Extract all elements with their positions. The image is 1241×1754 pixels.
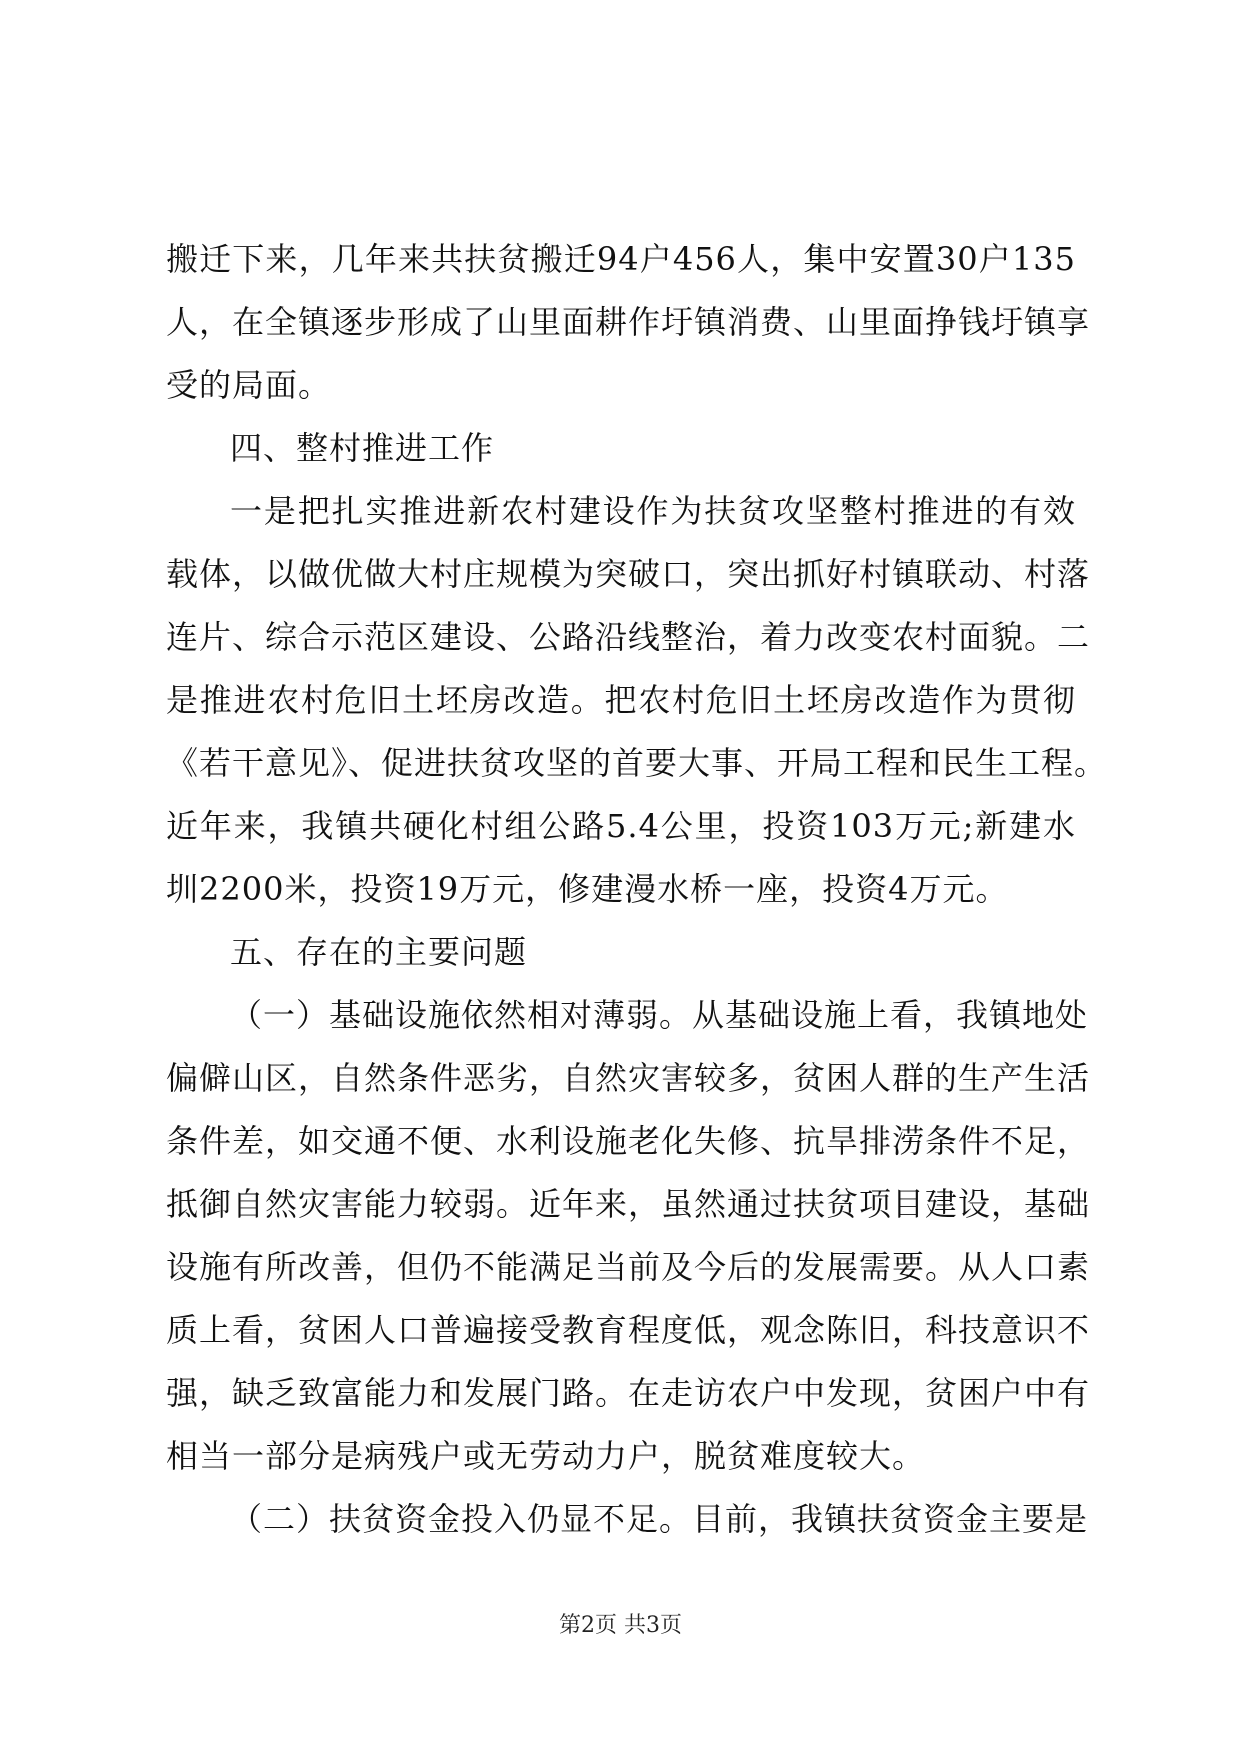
body-line: 一是把扎实推进新农村建设作为扶贫攻坚整村推进的有效 (230, 492, 1076, 530)
body-line: 相当一部分是病残户或无劳动力户，脱贫难度较大。 (166, 1437, 926, 1475)
body-line: （一）基础设施依然相对薄弱。从基础设施上看，我镇地处 (230, 996, 1089, 1034)
body-line: 强，缺乏致富能力和发展门路。在走访农户中发现，贫困户中有 (166, 1374, 1091, 1412)
body-line: 偏僻山区，自然条件恶劣，自然灾害较多，贫困人群的生产生活 (166, 1059, 1091, 1097)
body-line: 近年来，我镇共硬化村组公路5.4公里，投资103万元;新建水 (166, 807, 1076, 845)
body-line: 人，在全镇逐步形成了山里面耕作圩镇消费、山里面挣钱圩镇享 (166, 303, 1091, 341)
body-line: 受的局面。 (166, 366, 332, 404)
body-line: 《若干意见》、促进扶贫攻坚的首要大事、开局工程和民生工程。 (166, 744, 1108, 782)
body-line: 条件差，如交通不便、水利设施老化失修、抗旱排涝条件不足， (166, 1122, 1091, 1160)
page-footer: 第2页 共3页 (559, 1613, 682, 1638)
body-line: （二）扶贫资金投入仍显不足。目前，我镇扶贫资金主要是 (230, 1500, 1089, 1538)
body-line: 圳2200米，投资19万元，修建漫水桥一座，投资4万元。 (166, 870, 1009, 908)
body-line: 质上看，贫困人口普遍接受教育程度低，观念陈旧，科技意识不 (166, 1311, 1091, 1349)
section-heading: 五、存在的主要问题 (230, 933, 528, 971)
body-line: 设施有所改善，但仍不能满足当前及今后的发展需要。从人口素 (166, 1248, 1091, 1286)
body-line: 是推进农村危旧土坯房改造。把农村危旧土坯房改造作为贯彻 (166, 681, 1076, 719)
body-line: 连片、综合示范区建设、公路沿线整治，着力改变农村面貌。二 (166, 618, 1091, 656)
body-line: 抵御自然灾害能力较弱。近年来，虽然通过扶贫项目建设，基础 (166, 1185, 1091, 1223)
body-line: 载体，以做优做大村庄规模为突破口，突出抓好村镇联动、村落 (166, 555, 1091, 593)
section-heading: 四、整村推进工作 (230, 429, 495, 467)
body-line: 搬迁下来，几年来共扶贫搬迁94户456人，集中安置30户135 (166, 240, 1076, 278)
